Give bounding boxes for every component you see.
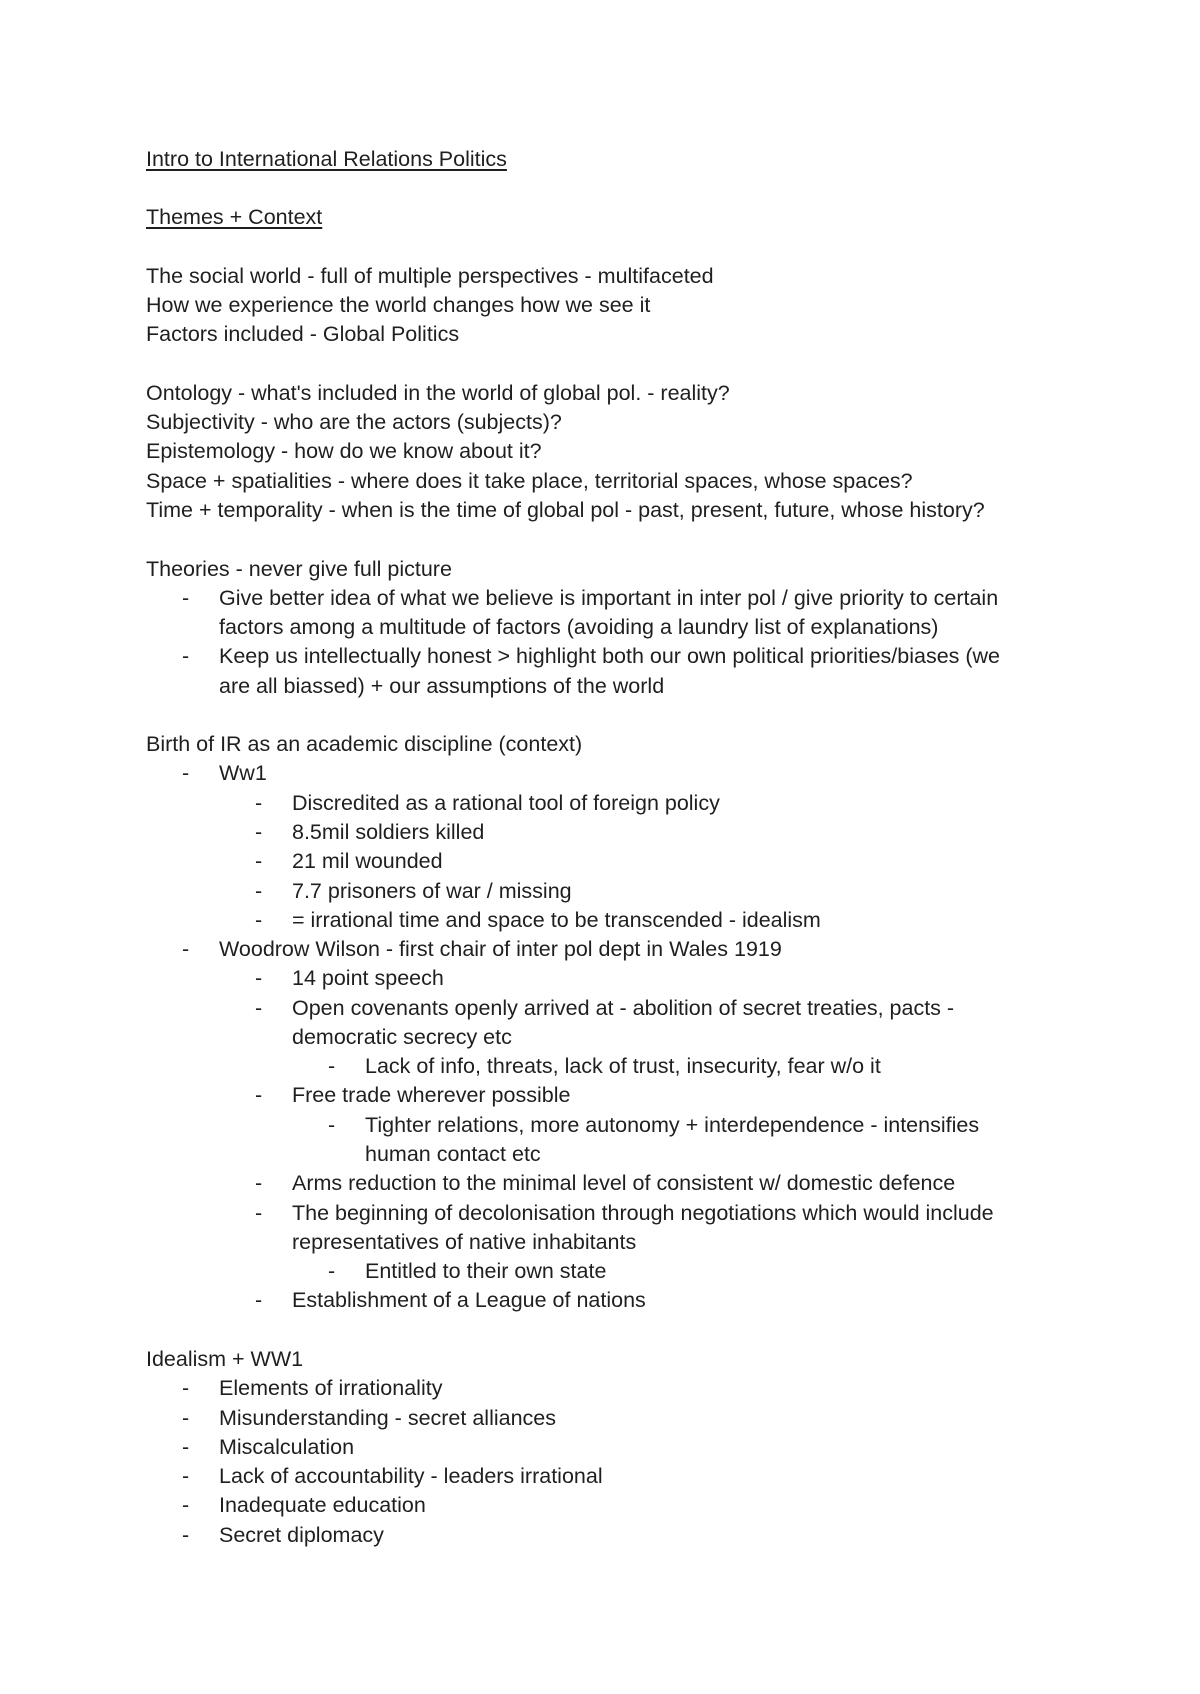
bullet-text: Free trade wherever possible — [292, 1083, 571, 1107]
bullet-dash: - — [182, 761, 190, 785]
text-line: Epistemology - how do we know about it? — [146, 439, 542, 463]
bullet-dash: - — [255, 791, 263, 815]
bullet-text: Tighter relations, more autonomy + interdependence - intensifies — [365, 1113, 980, 1137]
bullet-text: are all biassed) + our assumptions of the world — [219, 674, 665, 698]
bullet-text: factors among a multitude of factors (avoiding a laundry list of explanations) — [219, 615, 939, 639]
bullet-text: 14 point speech — [292, 966, 444, 990]
bullet-dash: - — [255, 879, 263, 903]
bullet-dash: - — [255, 1171, 263, 1195]
bullet-text: Lack of accountability - leaders irrational — [219, 1464, 603, 1488]
text-line: How we experience the world changes how we see it — [146, 293, 651, 317]
bullet-text: Misunderstanding - secret alliances — [219, 1406, 556, 1430]
bullet-dash: - — [182, 937, 190, 961]
text-line: Theories - never give full picture — [146, 557, 452, 581]
bullet-dash: - — [255, 820, 263, 844]
bullet-text: Keep us intellectually honest > highlight both our own political priorities/biases (we — [219, 644, 1001, 668]
text-line: Space + spatialities - where does it take place, territorial spaces, whose spaces? — [146, 469, 913, 493]
bullet-dash: - — [182, 1435, 190, 1459]
bullet-text: 8.5mil soldiers killed — [292, 820, 485, 844]
bullet-dash: - — [182, 1464, 190, 1488]
bullet-dash: - — [182, 1376, 190, 1400]
bullet-text: Miscalculation — [219, 1435, 355, 1459]
bullet-dash: - — [255, 849, 263, 873]
bullet-text: Establishment of a League of nations — [292, 1288, 646, 1312]
bullet-dash: - — [182, 1406, 190, 1430]
bullet-text: Ww1 — [219, 761, 267, 785]
bullet-text: 7.7 prisoners of war / missing — [292, 879, 572, 903]
text-line: Birth of IR as an academic discipline (context) — [146, 732, 583, 756]
bullet-text: democratic secrecy etc — [292, 1025, 512, 1049]
text-line: Ontology - what's included in the world of global pol. - reality? — [146, 381, 730, 405]
bullet-dash: - — [255, 996, 263, 1020]
bullet-dash: - — [182, 1493, 190, 1517]
text-line: Idealism + WW1 — [146, 1347, 304, 1371]
bullet-text: Entitled to their own state — [365, 1259, 607, 1283]
bullet-text: Discredited as a rational tool of foreign policy — [292, 791, 720, 815]
page-title: Intro to International Relations Politics — [146, 147, 507, 171]
text-line: Factors included - Global Politics — [146, 322, 460, 346]
bullet-text: Give better idea of what we believe is important in inter pol / give priority to certain — [219, 586, 999, 610]
bullet-dash: - — [182, 1523, 190, 1547]
bullet-text: Arms reduction to the minimal level of consistent w/ domestic defence — [292, 1171, 956, 1195]
bullet-text: Elements of irrationality — [219, 1376, 443, 1400]
bullet-text: Secret diplomacy — [219, 1523, 384, 1547]
text-line: The social world - full of multiple perspectives - multifaceted — [146, 264, 714, 288]
bullet-text: Inadequate education — [219, 1493, 426, 1517]
bullet-dash: - — [328, 1054, 336, 1078]
bullet-text: 21 mil wounded — [292, 849, 443, 873]
bullet-dash: - — [255, 1288, 263, 1312]
bullet-dash: - — [255, 966, 263, 990]
bullet-text: The beginning of decolonisation through negotiations which would include — [292, 1201, 994, 1225]
bullet-dash: - — [255, 908, 263, 932]
bullet-text: Open covenants openly arrived at - abolition of secret treaties, pacts - — [292, 996, 955, 1020]
bullet-dash: - — [328, 1113, 336, 1137]
bullet-dash: - — [182, 586, 190, 610]
bullet-dash: - — [182, 644, 190, 668]
text-line: Time + temporality - when is the time of global pol - past, present, future, whose history? — [146, 498, 985, 522]
bullet-dash: - — [255, 1083, 263, 1107]
bullet-text: human contact etc — [365, 1142, 541, 1166]
bullet-dash: - — [328, 1259, 336, 1283]
bullet-text: Woodrow Wilson - first chair of inter pol dept in Wales 1919 — [219, 937, 782, 961]
text-line: Subjectivity - who are the actors (subjects)? — [146, 410, 562, 434]
bullet-text: = irrational time and space to be transcended - idealism — [292, 908, 821, 932]
section-heading: Themes + Context — [146, 205, 323, 229]
bullet-text: representatives of native inhabitants — [292, 1230, 637, 1254]
bullet-dash: - — [255, 1201, 263, 1225]
bullet-text: Lack of info, threats, lack of trust, insecurity, fear w/o it — [365, 1054, 881, 1078]
